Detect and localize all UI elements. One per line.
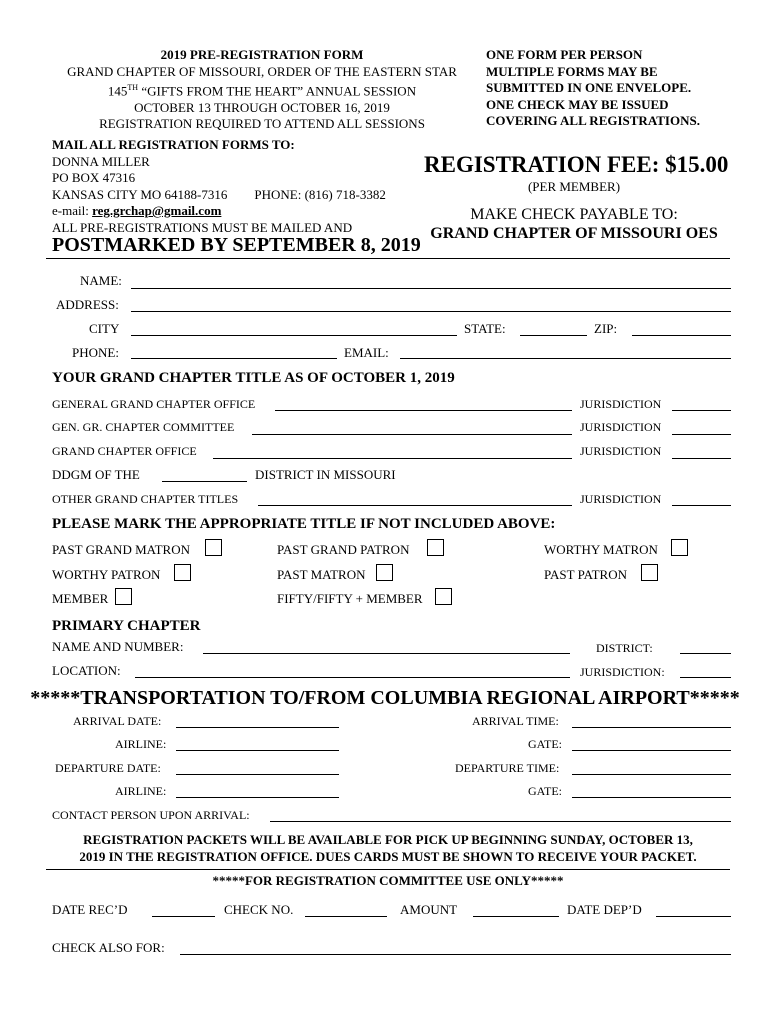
check-no-label: CHECK NO. xyxy=(224,902,294,917)
mail-block xyxy=(52,137,386,236)
city-label: CITY xyxy=(89,321,120,336)
mark-section-heading: PLEASE MARK THE APPROPRIATE TITLE IF NOT INCLUDED ABOVE: xyxy=(52,516,556,532)
arrival-gate-field[interactable] xyxy=(572,750,731,751)
other-titles-field[interactable] xyxy=(258,505,572,506)
form-title: 2019 PRE-REGISTRATION FORM xyxy=(160,47,364,62)
phone-label: PHONE: xyxy=(72,345,119,360)
past-matron-checkbox[interactable] xyxy=(376,564,393,581)
past-matron-label: PAST MATRON xyxy=(277,567,366,582)
district-label: DISTRICT: xyxy=(596,641,653,655)
arrival-airline-label: AIRLINE: xyxy=(115,737,167,751)
email-field[interactable] xyxy=(400,358,731,359)
district-field[interactable] xyxy=(680,653,731,654)
past-grand-matron-label: PAST GRAND MATRON xyxy=(52,542,190,557)
name-field[interactable] xyxy=(131,288,731,289)
departure-gate-field[interactable] xyxy=(572,797,731,798)
departure-airline-field[interactable] xyxy=(176,797,339,798)
address-label: ADDRESS: xyxy=(56,297,119,312)
jurisdiction-field-2[interactable] xyxy=(672,434,731,435)
contact-person-field[interactable] xyxy=(270,821,731,822)
header-divider xyxy=(46,258,730,259)
mail-email-line: e-mail: reg.grchap@gmail.com xyxy=(52,203,222,218)
primary-chapter-heading: PRIMARY CHAPTER xyxy=(52,618,201,634)
arrival-time-label: ARRIVAL TIME: xyxy=(472,714,559,728)
location-field[interactable] xyxy=(135,677,570,678)
mail-phone: PHONE: (816) 718-3382 xyxy=(254,186,386,202)
contact-person-label: CONTACT PERSON UPON ARRIVAL: xyxy=(52,808,250,822)
primary-jurisdiction-label: JURISDICTION: xyxy=(580,665,665,679)
payable-to: GRAND CHAPTER OF MISSOURI OES xyxy=(430,225,718,242)
jurisdiction-label-3: JURISDICTION xyxy=(580,444,662,458)
email-label: EMAIL: xyxy=(344,345,389,360)
gc-office-label: GRAND CHAPTER OFFICE xyxy=(52,444,197,458)
date-recd-field[interactable] xyxy=(152,916,215,917)
departure-time-label: DEPARTURE TIME: xyxy=(455,761,560,775)
departure-date-field[interactable] xyxy=(176,774,339,775)
other-titles-label: OTHER GRAND CHAPTER TITLES xyxy=(52,492,239,506)
location-label: LOCATION: xyxy=(52,663,121,678)
arrival-gate-label: GATE: xyxy=(528,737,562,751)
departure-airline-label: AIRLINE: xyxy=(115,784,167,798)
check-also-field[interactable] xyxy=(180,954,731,955)
date-recd-label: DATE REC’D xyxy=(52,902,128,917)
mail-pobox: PO BOX 47316 xyxy=(52,170,136,185)
phone-field[interactable] xyxy=(131,358,337,359)
city-field[interactable] xyxy=(131,335,457,336)
past-grand-matron-checkbox[interactable] xyxy=(205,539,222,556)
mail-heading: MAIL ALL REGISTRATION FORMS TO: xyxy=(52,137,295,152)
address-field[interactable] xyxy=(131,311,731,312)
state-field[interactable] xyxy=(520,335,587,336)
general-office-field[interactable] xyxy=(275,410,572,411)
date-depd-label: DATE DEP’D xyxy=(567,902,642,917)
arrival-time-field[interactable] xyxy=(572,727,731,728)
fee-per-member: (PER MEMBER) xyxy=(527,179,621,194)
registration-fee: REGISTRATION FEE: $15.00 xyxy=(424,152,729,177)
payable-label: MAKE CHECK PAYABLE TO: xyxy=(470,206,678,223)
jurisdiction-field-4[interactable] xyxy=(672,505,731,506)
ddgm-district-field[interactable] xyxy=(162,481,247,482)
form-notice: ONE FORM PER PERSON MULTIPLE FORMS MAY BE SUBMITTED IN ONE ENVELOPE. ONE CHECK MAY BE ISSUED COVERING ALL REGISTRATIONS. xyxy=(486,47,700,128)
transportation-heading: *****TRANSPORTATION TO/FROM COLUMBIA REGIONAL AIRPORT***** xyxy=(30,687,740,709)
check-no-field[interactable] xyxy=(305,916,387,917)
name-label: NAME: xyxy=(80,273,122,288)
zip-label: ZIP: xyxy=(594,321,618,336)
postmark-deadline: POSTMARKED BY SEPTEMBER 8, 2019 xyxy=(52,234,421,256)
mail-city: KANSAS CITY MO 64188-7316 xyxy=(52,186,228,202)
arrival-airline-field[interactable] xyxy=(176,750,339,751)
form-header xyxy=(40,47,484,133)
session-dates: OCTOBER 13 THROUGH OCTOBER 16, 2019 xyxy=(134,99,390,115)
worthy-matron-label: WORTHY MATRON xyxy=(544,542,658,557)
departure-gate-label: GATE: xyxy=(528,784,562,798)
general-office-label: GENERAL GRAND CHAPTER OFFICE xyxy=(52,397,256,411)
mail-recipient: DONNA MILLER xyxy=(52,153,150,169)
worthy-patron-checkbox[interactable] xyxy=(174,564,191,581)
jurisdiction-label-1: JURISDICTION xyxy=(580,397,662,411)
jurisdiction-field-3[interactable] xyxy=(672,458,731,459)
fifty-fifty-label: FIFTY/FIFTY + MEMBER xyxy=(277,591,423,606)
past-patron-label: PAST PATRON xyxy=(544,567,627,582)
deadline-note: ALL PRE-REGISTRATIONS MUST BE MAILED AND xyxy=(52,219,353,235)
fee-block xyxy=(424,152,729,243)
state-label: STATE: xyxy=(464,321,506,336)
past-grand-patron-label: PAST GRAND PATRON xyxy=(277,542,410,557)
departure-time-field[interactable] xyxy=(572,774,731,775)
fifty-fifty-checkbox[interactable] xyxy=(435,588,452,605)
past-patron-checkbox[interactable] xyxy=(641,564,658,581)
worthy-patron-label: WORTHY PATRON xyxy=(52,567,161,582)
departure-date-label: DEPARTURE DATE: xyxy=(55,761,161,775)
jurisdiction-label-4: JURISDICTION xyxy=(580,492,662,506)
date-depd-field[interactable] xyxy=(656,916,731,917)
ddgm-label: DDGM OF THE xyxy=(52,467,140,482)
gen-committee-label: GEN. GR. CHAPTER COMMITTEE xyxy=(52,420,235,434)
zip-field[interactable] xyxy=(632,335,731,336)
district-missouri-label: DISTRICT IN MISSOURI xyxy=(255,467,396,482)
primary-jurisdiction-field[interactable] xyxy=(680,677,731,678)
check-also-label: CHECK ALSO FOR: xyxy=(52,940,165,955)
amount-label: AMOUNT xyxy=(400,902,458,917)
amount-field[interactable] xyxy=(473,916,559,917)
session-name: 145TH “GIFTS FROM THE HEART” ANNUAL SESSION xyxy=(107,83,417,99)
committee-divider xyxy=(46,869,730,870)
jurisdiction-field-1[interactable] xyxy=(672,410,731,411)
member-label: MEMBER xyxy=(52,591,109,606)
gen-committee-field[interactable] xyxy=(252,434,572,435)
jurisdiction-label-2: JURISDICTION xyxy=(580,420,662,434)
worthy-matron-checkbox[interactable] xyxy=(671,539,688,556)
arrival-date-field[interactable] xyxy=(176,727,339,728)
mail-email-link[interactable]: reg.grchap@gmail.com xyxy=(92,203,222,218)
past-grand-patron-checkbox[interactable] xyxy=(427,539,444,556)
member-checkbox[interactable] xyxy=(115,588,132,605)
name-number-field[interactable] xyxy=(203,653,570,654)
organization-name: GRAND CHAPTER OF MISSOURI, ORDER OF THE EASTERN STAR xyxy=(67,63,457,79)
packets-notice: REGISTRATION PACKETS WILL BE AVAILABLE FOR PICK UP BEGINNING SUNDAY, OCTOBER 13, 2019 IN THE REGISTRATION OFFICE. DUES CARDS MUST BE SHOWN TO RECEIVE YOUR PACKET. xyxy=(79,832,697,864)
arrival-date-label: ARRIVAL DATE: xyxy=(73,714,162,728)
committee-heading: *****FOR REGISTRATION COMMITTEE USE ONLY***** xyxy=(212,873,564,888)
gc-office-field[interactable] xyxy=(213,458,572,459)
title-section-heading: YOUR GRAND CHAPTER TITLE AS OF OCTOBER 1, 2019 xyxy=(52,370,455,386)
mail-city-line xyxy=(52,187,386,204)
session-requirement: REGISTRATION REQUIRED TO ATTEND ALL SESSIONS xyxy=(99,116,425,132)
name-number-label: NAME AND NUMBER: xyxy=(52,639,184,654)
